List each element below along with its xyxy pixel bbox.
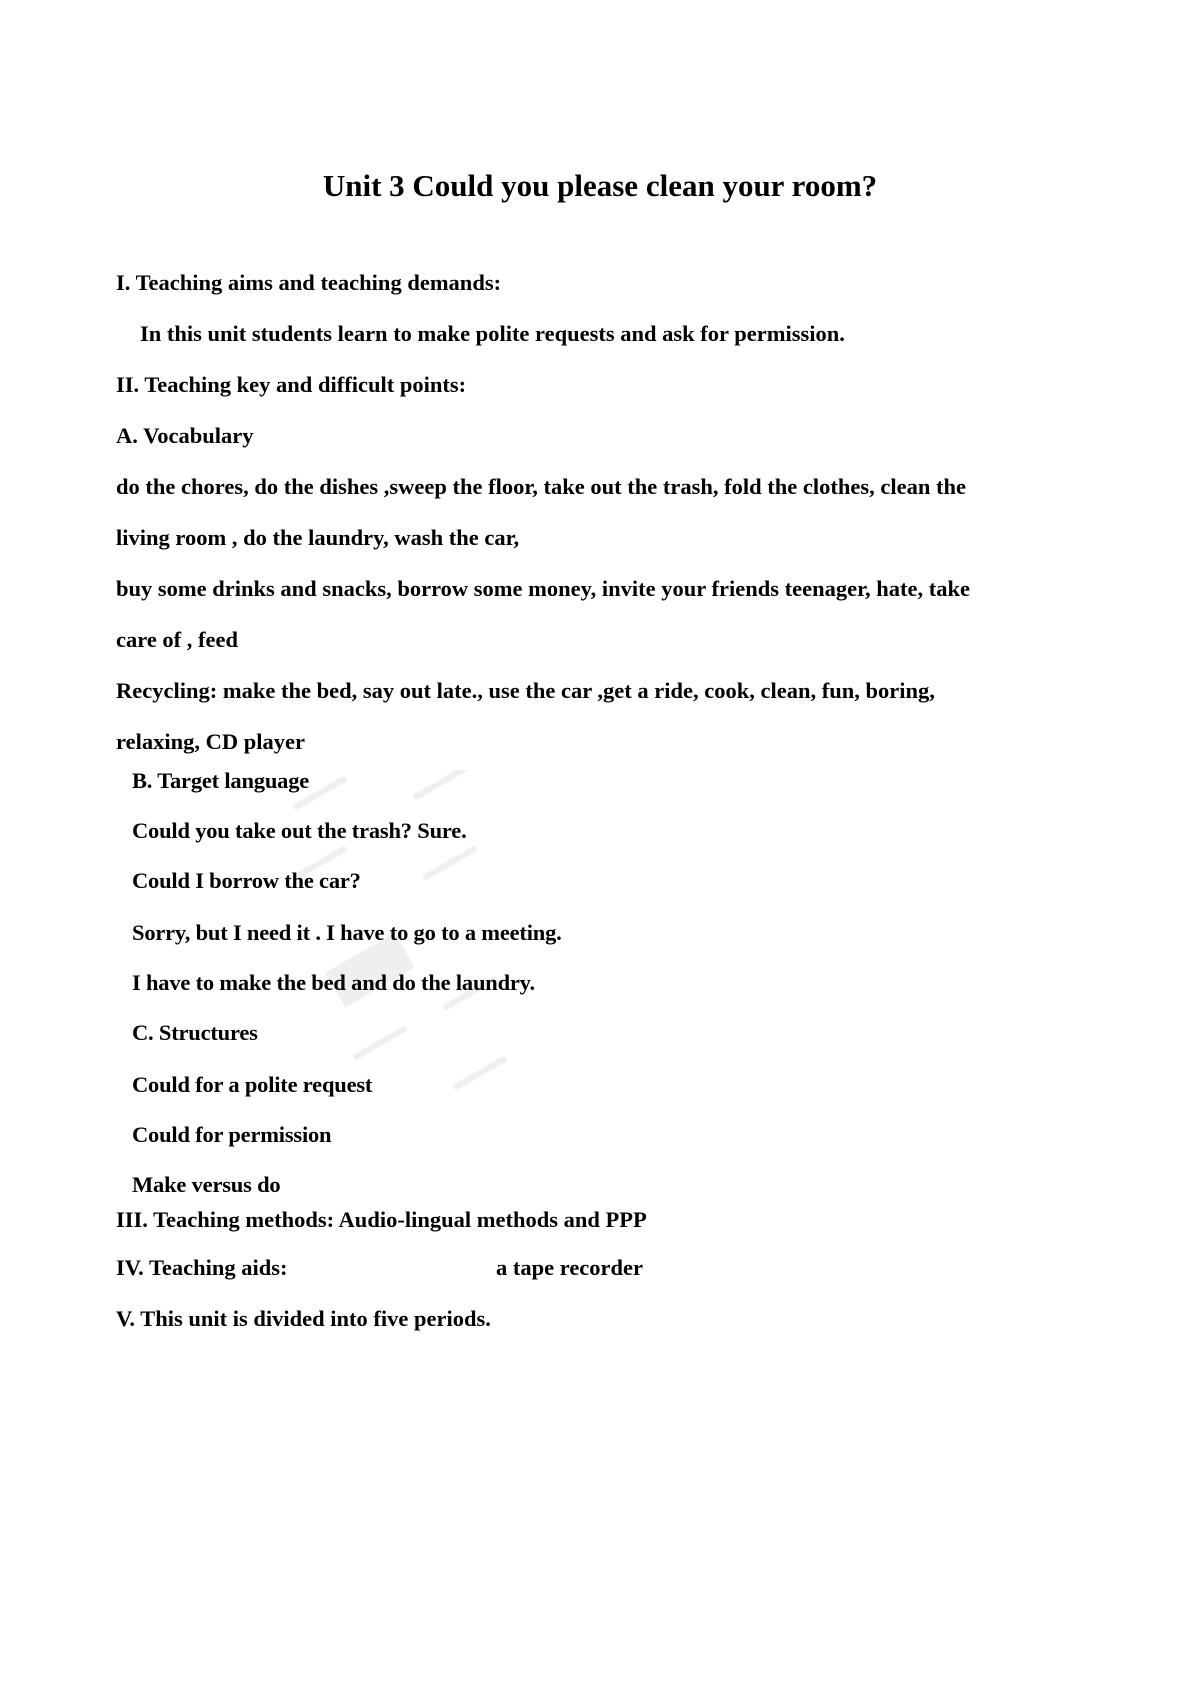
target-language-line: I have to make the bed and do the laundry. [132,970,535,995]
structures-heading: C. Structures [132,1020,258,1045]
vocabulary-line: living room , do the laundry, wash the car, [116,525,520,550]
section-1-heading: I. Teaching aims and teaching demands: [116,270,502,295]
section-1-body: In this unit students learn to make polite requests and ask for permission. [140,321,845,346]
vocabulary-line: buy some drinks and snacks, borrow some money, invite your friends teenager, hate, take [116,576,971,601]
section-5-text: V. This unit is divided into five periods. [116,1306,491,1331]
section-4-label: IV. Teaching aids: [116,1255,288,1280]
target-language-line: Could you take out the trash? Sure. [132,818,467,843]
vocabulary-line: relaxing, CD player [116,729,305,754]
vocabulary-heading: A. Vocabulary [116,423,254,448]
structures-line: Could for permission [132,1122,332,1147]
structures-line: Make versus do [132,1172,281,1197]
target-language-line: Could I borrow the car? [132,868,361,893]
vocabulary-line: do the chores, do the dishes ,sweep the floor, take out the trash, fold the clothes, clean the [116,474,966,499]
structures-line: Could for a polite request [132,1072,373,1097]
section-2-heading: II. Teaching key and difficult points: [116,372,467,397]
vocabulary-line: care of , feed [116,627,239,652]
target-language-heading: B. Target language [132,768,310,793]
section-4-value: a tape recorder [496,1255,644,1280]
section-3-text: III. Teaching methods: Audio-lingual methods and PPP [116,1207,647,1232]
target-language-line: Sorry, but I need it . I have to go to a meeting. [132,920,562,945]
document-title: Unit 3 Could you please clean your room? [322,168,878,203]
section-4-row [116,1253,916,1283]
vocabulary-line: Recycling: make the bed, say out late., use the car ,get a ride, cook, clean, fun, boring, [116,678,935,703]
